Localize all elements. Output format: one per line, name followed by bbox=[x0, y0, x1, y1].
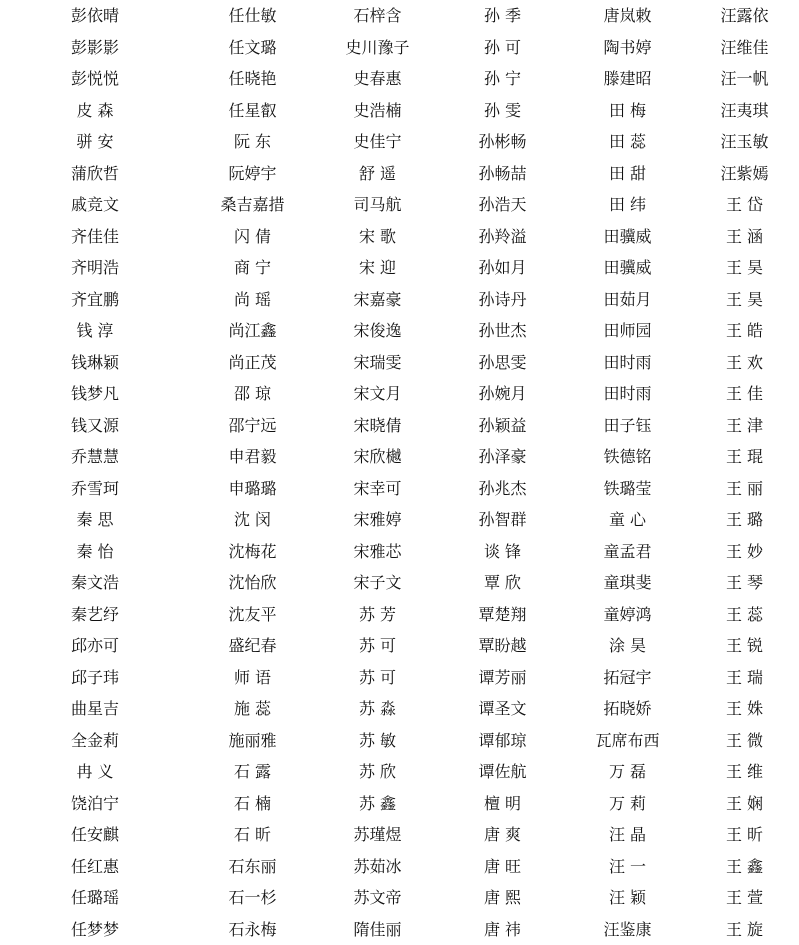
name-cell: 田骥威 bbox=[565, 252, 690, 284]
name-cell: 阮 东 bbox=[190, 126, 315, 158]
name-cell: 汪鉴康 bbox=[565, 914, 690, 945]
name-cell: 石一杉 bbox=[190, 882, 315, 914]
name-cell: 铁德铭 bbox=[565, 441, 690, 473]
name-cell: 任红惠 bbox=[0, 851, 190, 883]
name-cell: 史川豫子 bbox=[315, 32, 440, 64]
name-cell: 拓冠宇 bbox=[565, 662, 690, 694]
name-cell: 苏 鑫 bbox=[315, 788, 440, 820]
name-cell: 唐 旺 bbox=[440, 851, 565, 883]
name-cell: 闪 倩 bbox=[190, 221, 315, 253]
name-cell: 蒲欣哲 bbox=[0, 158, 190, 190]
name-cell: 王 琴 bbox=[690, 567, 799, 599]
name-cell: 汪 晶 bbox=[565, 819, 690, 851]
name-cell: 宋幸可 bbox=[315, 473, 440, 505]
name-cell: 宋晓倩 bbox=[315, 410, 440, 442]
name-cell: 王 欢 bbox=[690, 347, 799, 379]
name-cell: 孙如月 bbox=[440, 252, 565, 284]
name-cell: 童孟君 bbox=[565, 536, 690, 568]
name-cell: 汪 一 bbox=[565, 851, 690, 883]
name-cell: 唐岚敕 bbox=[565, 0, 690, 32]
name-cell: 钱梦凡 bbox=[0, 378, 190, 410]
name-cell: 钱琳颖 bbox=[0, 347, 190, 379]
name-cell: 邱子玮 bbox=[0, 662, 190, 694]
name-cell: 石 昕 bbox=[190, 819, 315, 851]
name-cell: 冉 义 bbox=[0, 756, 190, 788]
name-cell: 孙智群 bbox=[440, 504, 565, 536]
name-cell: 邵宁远 bbox=[190, 410, 315, 442]
name-cell: 唐 祎 bbox=[440, 914, 565, 945]
name-cell: 汪玉敏 bbox=[690, 126, 799, 158]
name-cell: 舒 遥 bbox=[315, 158, 440, 190]
name-cell: 齐明浩 bbox=[0, 252, 190, 284]
name-cell: 乔雪珂 bbox=[0, 473, 190, 505]
name-cell: 宋文月 bbox=[315, 378, 440, 410]
name-cell: 钱 淳 bbox=[0, 315, 190, 347]
name-cell: 任梦梦 bbox=[0, 914, 190, 945]
name-cell: 秦文浩 bbox=[0, 567, 190, 599]
name-cell: 王 妙 bbox=[690, 536, 799, 568]
name-cell: 宋俊逸 bbox=[315, 315, 440, 347]
name-cell: 秦艺纾 bbox=[0, 599, 190, 631]
name-cell: 拓晓娇 bbox=[565, 693, 690, 725]
name-cell: 王 蕊 bbox=[690, 599, 799, 631]
name-cell: 石永梅 bbox=[190, 914, 315, 945]
name-cell: 阮婷宇 bbox=[190, 158, 315, 190]
name-cell: 王 津 bbox=[690, 410, 799, 442]
name-cell: 汪紫嫣 bbox=[690, 158, 799, 190]
name-cell: 石 露 bbox=[190, 756, 315, 788]
name-cell: 王 娴 bbox=[690, 788, 799, 820]
name-cell: 汪露依 bbox=[690, 0, 799, 32]
name-cell: 陶书婷 bbox=[565, 32, 690, 64]
name-cell: 田 梅 bbox=[565, 95, 690, 127]
name-cell: 商 宁 bbox=[190, 252, 315, 284]
name-cell: 任安麒 bbox=[0, 819, 190, 851]
name-cell: 孙畅喆 bbox=[440, 158, 565, 190]
name-cell: 王 微 bbox=[690, 725, 799, 757]
name-cell: 汪维佳 bbox=[690, 32, 799, 64]
name-cell: 田 纬 bbox=[565, 189, 690, 221]
name-cell: 任璐瑶 bbox=[0, 882, 190, 914]
name-cell: 孙 可 bbox=[440, 32, 565, 64]
name-cell: 史浩楠 bbox=[315, 95, 440, 127]
name-cell: 宋瑞雯 bbox=[315, 347, 440, 379]
name-cell: 师 语 bbox=[190, 662, 315, 694]
name-cell: 隋佳丽 bbox=[315, 914, 440, 945]
name-cell: 唐 熙 bbox=[440, 882, 565, 914]
name-cell: 孙婉月 bbox=[440, 378, 565, 410]
name-cell: 石 楠 bbox=[190, 788, 315, 820]
name-cell: 宋嘉豪 bbox=[315, 284, 440, 316]
name-cell: 谭佐航 bbox=[440, 756, 565, 788]
name-cell: 宋欣樾 bbox=[315, 441, 440, 473]
name-cell: 万 莉 bbox=[565, 788, 690, 820]
name-cell: 骈 安 bbox=[0, 126, 190, 158]
name-cell: 苏 淼 bbox=[315, 693, 440, 725]
name-cell: 宋雅芯 bbox=[315, 536, 440, 568]
name-cell: 沈 闵 bbox=[190, 504, 315, 536]
name-cell: 秦 怡 bbox=[0, 536, 190, 568]
name-cell: 曲星吉 bbox=[0, 693, 190, 725]
name-cell: 盛纪春 bbox=[190, 630, 315, 662]
name-cell: 田子钰 bbox=[565, 410, 690, 442]
name-cell: 苏文帝 bbox=[315, 882, 440, 914]
name-cell: 孙 雯 bbox=[440, 95, 565, 127]
name-cell: 桑吉嘉措 bbox=[190, 189, 315, 221]
name-cell: 邵 琼 bbox=[190, 378, 315, 410]
name-cell: 王 昊 bbox=[690, 284, 799, 316]
name-cell: 邱亦可 bbox=[0, 630, 190, 662]
name-cell: 田茹月 bbox=[565, 284, 690, 316]
name-cell: 童 心 bbox=[565, 504, 690, 536]
name-cell: 童琪斐 bbox=[565, 567, 690, 599]
name-cell: 瓦席布西 bbox=[565, 725, 690, 757]
name-cell: 孙羚溢 bbox=[440, 221, 565, 253]
name-cell: 田时雨 bbox=[565, 378, 690, 410]
name-cell: 任文璐 bbox=[190, 32, 315, 64]
name-cell: 孙思雯 bbox=[440, 347, 565, 379]
name-cell: 史春惠 bbox=[315, 63, 440, 95]
name-cell: 王 姝 bbox=[690, 693, 799, 725]
name-cell: 孙泽豪 bbox=[440, 441, 565, 473]
name-cell: 苏 欣 bbox=[315, 756, 440, 788]
name-cell: 童婷鸿 bbox=[565, 599, 690, 631]
name-cell: 全金莉 bbox=[0, 725, 190, 757]
name-cell: 王 萱 bbox=[690, 882, 799, 914]
name-cell: 申璐璐 bbox=[190, 473, 315, 505]
name-cell: 汪夷琪 bbox=[690, 95, 799, 127]
name-cell: 王 昕 bbox=[690, 819, 799, 851]
name-cell: 宋 迎 bbox=[315, 252, 440, 284]
name-cell: 苏 敏 bbox=[315, 725, 440, 757]
name-cell: 唐 爽 bbox=[440, 819, 565, 851]
name-cell: 王 鑫 bbox=[690, 851, 799, 883]
name-cell: 田 蕊 bbox=[565, 126, 690, 158]
name-cell: 石梓含 bbox=[315, 0, 440, 32]
name-cell: 齐宜鹏 bbox=[0, 284, 190, 316]
name-cell: 谈 锋 bbox=[440, 536, 565, 568]
name-cell: 任仕敏 bbox=[190, 0, 315, 32]
name-cell: 彭影影 bbox=[0, 32, 190, 64]
name-cell: 宋 歌 bbox=[315, 221, 440, 253]
name-cell: 汪 颖 bbox=[565, 882, 690, 914]
name-cell: 铁璐莹 bbox=[565, 473, 690, 505]
name-cell: 王 瑞 bbox=[690, 662, 799, 694]
name-cell: 王 琨 bbox=[690, 441, 799, 473]
name-cell: 秦 思 bbox=[0, 504, 190, 536]
name-cell: 任星叡 bbox=[190, 95, 315, 127]
name-cell: 彭依晴 bbox=[0, 0, 190, 32]
name-cell: 孙诗丹 bbox=[440, 284, 565, 316]
name-cell: 覃楚翔 bbox=[440, 599, 565, 631]
name-cell: 万 磊 bbox=[565, 756, 690, 788]
name-cell: 田师园 bbox=[565, 315, 690, 347]
name-cell: 滕建昭 bbox=[565, 63, 690, 95]
name-cell: 孙浩天 bbox=[440, 189, 565, 221]
name-cell: 苏瑾煜 bbox=[315, 819, 440, 851]
name-cell: 汪一帆 bbox=[690, 63, 799, 95]
name-cell: 王 旋 bbox=[690, 914, 799, 945]
name-cell: 宋雅婷 bbox=[315, 504, 440, 536]
name-cell: 王 璐 bbox=[690, 504, 799, 536]
name-cell: 覃盼越 bbox=[440, 630, 565, 662]
name-cell: 苏 可 bbox=[315, 630, 440, 662]
name-cell: 皮 森 bbox=[0, 95, 190, 127]
name-cell: 钱又源 bbox=[0, 410, 190, 442]
name-cell: 施 蕊 bbox=[190, 693, 315, 725]
name-cell: 谭圣文 bbox=[440, 693, 565, 725]
name-cell: 王 维 bbox=[690, 756, 799, 788]
name-cell: 施丽雅 bbox=[190, 725, 315, 757]
name-cell: 王 锐 bbox=[690, 630, 799, 662]
name-cell: 史佳宁 bbox=[315, 126, 440, 158]
name-cell: 申君毅 bbox=[190, 441, 315, 473]
name-cell: 王 佳 bbox=[690, 378, 799, 410]
name-cell: 檀 明 bbox=[440, 788, 565, 820]
name-cell: 涂 昊 bbox=[565, 630, 690, 662]
name-cell: 王 涵 bbox=[690, 221, 799, 253]
name-cell: 孙彬畅 bbox=[440, 126, 565, 158]
name-cell: 谭郁琼 bbox=[440, 725, 565, 757]
name-cell: 齐佳佳 bbox=[0, 221, 190, 253]
name-cell: 孙颖益 bbox=[440, 410, 565, 442]
name-cell: 王 昊 bbox=[690, 252, 799, 284]
name-cell: 王 皓 bbox=[690, 315, 799, 347]
name-cell: 苏茹冰 bbox=[315, 851, 440, 883]
name-cell: 乔慧慧 bbox=[0, 441, 190, 473]
name-cell: 沈友平 bbox=[190, 599, 315, 631]
name-cell: 彭悦悦 bbox=[0, 63, 190, 95]
name-cell: 尚 瑶 bbox=[190, 284, 315, 316]
name-cell: 司马航 bbox=[315, 189, 440, 221]
name-cell: 王 丽 bbox=[690, 473, 799, 505]
name-cell: 田时雨 bbox=[565, 347, 690, 379]
name-cell: 孙世杰 bbox=[440, 315, 565, 347]
name-cell: 孙兆杰 bbox=[440, 473, 565, 505]
name-cell: 谭芳丽 bbox=[440, 662, 565, 694]
name-cell: 尚正茂 bbox=[190, 347, 315, 379]
name-cell: 戚竞文 bbox=[0, 189, 190, 221]
name-cell: 沈怡欣 bbox=[190, 567, 315, 599]
name-cell: 田 甜 bbox=[565, 158, 690, 190]
name-cell: 苏 可 bbox=[315, 662, 440, 694]
name-cell: 宋子文 bbox=[315, 567, 440, 599]
name-cell: 田骥威 bbox=[565, 221, 690, 253]
name-cell: 王 岱 bbox=[690, 189, 799, 221]
name-cell: 覃 欣 bbox=[440, 567, 565, 599]
name-cell: 孙 季 bbox=[440, 0, 565, 32]
name-cell: 苏 芳 bbox=[315, 599, 440, 631]
name-cell: 饶泊宁 bbox=[0, 788, 190, 820]
name-cell: 沈梅花 bbox=[190, 536, 315, 568]
name-cell: 孙 宁 bbox=[440, 63, 565, 95]
name-cell: 任晓艳 bbox=[190, 63, 315, 95]
name-cell: 石东丽 bbox=[190, 851, 315, 883]
name-cell: 尚江鑫 bbox=[190, 315, 315, 347]
